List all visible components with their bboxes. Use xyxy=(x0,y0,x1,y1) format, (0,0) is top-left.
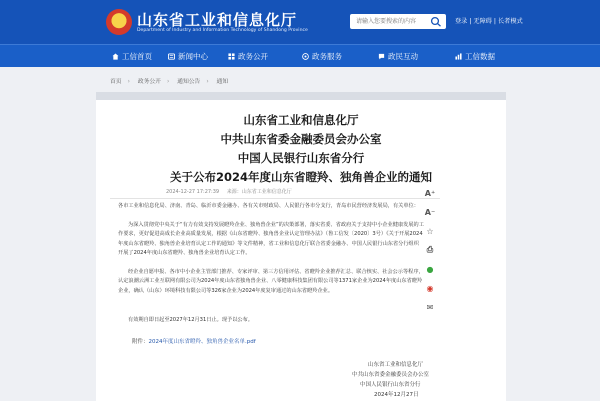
nav-label: 政务服务 xyxy=(312,52,342,61)
signature-line: 中国人民银行山东省分行 xyxy=(360,382,421,388)
card-top-bar xyxy=(96,92,506,100)
nav-label: 工信首页 xyxy=(122,52,152,61)
breadcrumb-gov-affairs[interactable]: 政务公开 xyxy=(137,79,161,85)
attachment xyxy=(132,337,256,345)
article-title-line: 中国人民银行山东省分行 xyxy=(237,151,365,165)
breadcrumb-home[interactable]: 首页 xyxy=(110,79,122,85)
search-icon[interactable] xyxy=(430,16,442,27)
article-source: 来源：山东省工业和信息化厅 xyxy=(226,189,292,195)
tool-label: A⁻ xyxy=(424,207,436,217)
article-card xyxy=(96,92,506,401)
article-title-line: 中共山东省委金融委员会办公室 xyxy=(220,132,382,146)
breadcrumb xyxy=(110,76,234,85)
article-paragraph: 为深入贯彻党中央关于“有力有效支持发展瞪羚企业、独角兽企业”的决策部署，落实省委、省政府关于支持中小企业健康发展的工作要求，更好促进高成长企业高质量发展，根据《山东省瞪羚、独角兽企业认定管理办法》（鲁工信发〔2020〕3号）《关于开展2024年度山东省瞪羚、独角兽企业培育认定工作的通知》等文件精神，省工业和信息化厅联合省委金融办、中国人民银行山东省分行组织开展了2024年度山东省瞪羚、独角兽企业培育认定工作。 xyxy=(118,222,424,256)
tool-label: A⁺ xyxy=(424,188,436,198)
site-title[interactable]: 山东省工业和信息化厅 xyxy=(137,11,298,29)
login-links[interactable]: 登录 | 无障碍 | 长者模式 xyxy=(455,18,523,25)
breadcrumb-separator: › xyxy=(206,79,209,85)
article-paragraph: 各市工业和信息化局、济南、青岛、临沂市委金融办、各有关市财政局、人民银行各市分支行，青岛市民营经济发展局，有关单位： xyxy=(118,203,419,209)
service-icon xyxy=(302,53,309,60)
article-title-line: 关于公布2024年度山东省瞪羚、独角兽企业的通知 xyxy=(169,170,432,184)
tool-label: ☆ xyxy=(426,226,434,236)
article-paragraph: 有效期自即日起至2027年12月31日止。现予以公布。 xyxy=(128,317,253,323)
tool-label: ● xyxy=(426,264,434,274)
chart-icon xyxy=(455,53,462,60)
nav-item-home[interactable] xyxy=(112,45,152,68)
attachment-link[interactable]: 2024年度山东省瞪羚、独角兽企业名单.pdf xyxy=(148,339,256,345)
site-subtitle: Department of Industry and Information Technology of Shandong Province xyxy=(137,28,308,33)
nav-item-data[interactable] xyxy=(455,45,495,68)
national-emblem-icon[interactable] xyxy=(106,9,132,35)
breadcrumb-notices[interactable]: 通知公告 xyxy=(177,79,201,85)
article-meta xyxy=(166,188,298,195)
favorite-icon[interactable] xyxy=(417,222,443,240)
wechat-icon[interactable] xyxy=(417,260,443,278)
home-icon xyxy=(112,53,119,60)
main-nav xyxy=(0,44,600,67)
nav-item-gov-affairs[interactable] xyxy=(228,45,268,68)
publish-date: 2024-12-27 17:27:39 xyxy=(166,189,220,195)
news-icon xyxy=(168,53,175,60)
nav-label: 工信数据 xyxy=(465,52,495,61)
document-icon xyxy=(228,53,235,60)
signature-line: 中共山东省委金融委员会办公室 xyxy=(352,372,430,378)
signature-date: 2024年12月27日 xyxy=(374,392,419,398)
nav-item-services[interactable] xyxy=(302,45,342,68)
article-paragraph: 经企业自愿申报、各市中小企业主管部门推荐、专家评审、第三方信用评估、省瞪羚企业推荐汇总、联合核实、社会公示等程序，认定浪潮云洲工业互联网有限公司为2024年度山东省独角兽企业、八零健康科技集团有限公司等1371家企业为2024年度山东省瞪羚企业，确认（山东）环境科技有限公司等326家企业为2024年度复审通过的山东省瞪羚企业。 xyxy=(118,269,424,294)
breadcrumb-current[interactable]: 通知 xyxy=(216,79,229,85)
article-title-line: 山东省工业和信息化厅 xyxy=(243,113,359,127)
breadcrumb-separator: › xyxy=(166,79,170,85)
share-icon[interactable] xyxy=(417,298,443,316)
weibo-icon[interactable] xyxy=(417,279,443,297)
font-decrease-icon[interactable] xyxy=(417,203,443,221)
nav-label: 政务公开 xyxy=(238,52,268,61)
nav-label: 新闻中心 xyxy=(178,52,208,61)
signature-line: 山东省工业和信息化厅 xyxy=(368,362,424,368)
breadcrumb-separator: › xyxy=(127,79,130,85)
attachment-label: 附件： xyxy=(132,339,149,345)
nav-item-news[interactable] xyxy=(168,45,208,68)
chat-icon xyxy=(378,53,385,60)
divider xyxy=(110,198,440,199)
tool-label: ✉ xyxy=(426,302,434,312)
font-increase-icon[interactable] xyxy=(417,184,443,202)
print-icon[interactable] xyxy=(417,241,443,259)
nav-item-interaction[interactable] xyxy=(378,45,418,68)
site-header xyxy=(0,0,600,44)
tool-label: ◉ xyxy=(426,283,434,293)
nav-label: 政民互动 xyxy=(388,52,418,61)
tool-label: ⎙ xyxy=(426,245,434,254)
